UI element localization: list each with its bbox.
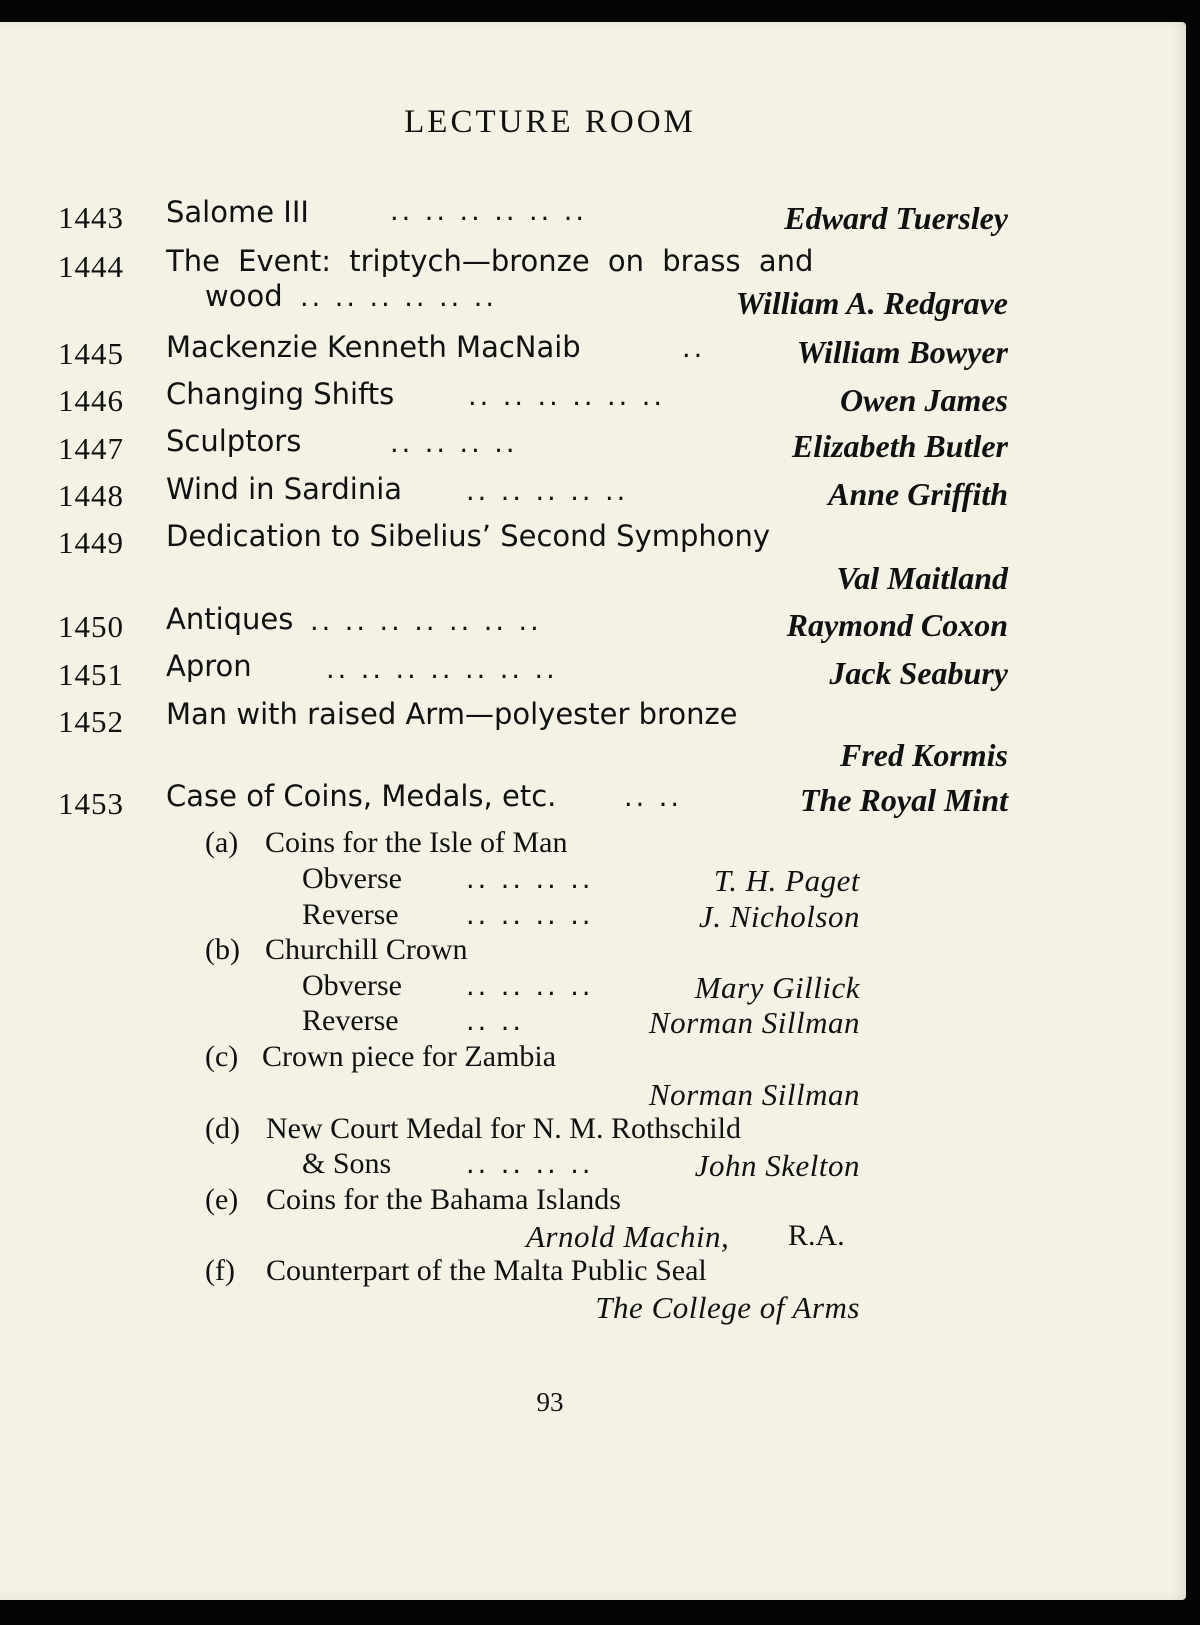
sub-item-text: New Court Medal for N. M. Rothschild: [266, 1112, 741, 1145]
sub-item-label: (b): [205, 933, 240, 966]
coin-artist: J. Nicholson: [699, 899, 860, 934]
coin-artist: Norman Sillman: [648, 1005, 860, 1040]
coin-artist: T. H. Paget: [713, 863, 860, 898]
coin-side-label: Obverse: [302, 969, 402, 1002]
leader-dots: .. ..: [466, 1006, 524, 1037]
catalogue-page: [0, 22, 1186, 1600]
sub-item-text-continued: & Sons: [302, 1147, 392, 1180]
leader-dots: .. .. .. ..: [390, 428, 518, 459]
entry-title: Apron: [166, 649, 252, 683]
entry-artist: William Bowyer: [796, 334, 1008, 370]
leader-dots: .. .. .. .. .. ..: [390, 196, 587, 227]
entry-number: 1446: [58, 383, 124, 418]
leader-dots: .. .. .. .. .. ..: [300, 282, 497, 313]
entry-title: Antiques: [166, 602, 294, 636]
entry-number: 1447: [58, 431, 124, 466]
coin-artist: Arnold Machin,: [526, 1219, 730, 1254]
entry-artist: Anne Griffith: [828, 476, 1008, 512]
leader-dots: .. .. .. ..: [466, 971, 594, 1002]
entry-title: Mackenzie Kenneth MacNaib: [166, 330, 581, 364]
entry-title-continued: wood: [205, 279, 283, 313]
entry-number: 1445: [58, 336, 124, 371]
coin-side-label: Reverse: [302, 898, 399, 931]
entry-title: The Event: triptych—bronze on brass and: [166, 244, 814, 278]
entry-title: Changing Shifts: [166, 377, 395, 411]
entry-artist: Edward Tuersley: [784, 200, 1008, 236]
page-heading: LECTURE ROOM: [404, 104, 696, 140]
entry-number: 1453: [58, 786, 124, 821]
leader-dots: .. .. .. .. ..: [466, 476, 629, 507]
entry-artist: William A. Redgrave: [735, 285, 1008, 321]
entry-artist: The Royal Mint: [799, 782, 1008, 818]
entry-number: 1450: [58, 609, 124, 644]
leader-dots: .. ..: [624, 782, 682, 813]
entry-number: 1452: [58, 704, 124, 739]
entry-artist: Fred Kormis: [839, 737, 1008, 773]
leader-dots: .. .. .. ..: [466, 864, 594, 895]
sub-item-text: Coins for the Bahama Islands: [266, 1183, 621, 1216]
entry-number: 1443: [58, 200, 124, 235]
entry-title: Case of Coins, Medals, etc.: [166, 779, 557, 813]
coin-artist: Norman Sillman: [648, 1077, 860, 1112]
sub-item-text: Crown piece for Zambia: [262, 1040, 557, 1073]
entry-number: 1448: [58, 478, 124, 513]
sub-item-label: (e): [205, 1183, 239, 1216]
entry-number: 1449: [58, 525, 124, 560]
coin-artist: The College of Arms: [595, 1290, 860, 1325]
entry-artist: Raymond Coxon: [786, 607, 1008, 643]
sub-item-text: Churchill Crown: [265, 933, 468, 966]
coin-side-label: Reverse: [302, 1004, 399, 1037]
sub-item-text: Coins for the Isle of Man: [265, 826, 568, 859]
coin-artist: Mary Gillick: [694, 970, 860, 1005]
entry-title: Wind in Sardinia: [166, 472, 403, 506]
leader-dots: .. .. .. ..: [466, 900, 594, 931]
leader-dots: .. .. .. .. .. ..: [468, 381, 665, 412]
artist-suffix: R.A.: [788, 1219, 845, 1252]
sub-item-label: (f): [205, 1254, 235, 1287]
entry-title: Man with raised Arm—polyester bronze: [166, 697, 738, 731]
entry-artist: Jack Seabury: [829, 655, 1008, 691]
entry-artist: Owen James: [840, 382, 1008, 418]
coin-side-label: Obverse: [302, 862, 402, 895]
sub-item-label: (c): [205, 1040, 239, 1073]
entry-number: 1444: [58, 249, 124, 284]
entry-artist: Val Maitland: [836, 560, 1008, 596]
entry-title: Dedication to Sibelius’ Second Symphony: [166, 519, 771, 553]
leader-dots: .. .. .. .. .. .. ..: [310, 606, 542, 637]
entry-title: Salome III: [166, 195, 309, 229]
leader-dots: ..: [682, 333, 706, 364]
sub-item-label: (d): [205, 1112, 240, 1145]
leader-dots: .. .. .. .. .. .. ..: [326, 654, 558, 685]
entry-title: Sculptors: [166, 424, 302, 458]
sub-item-text: Counterpart of the Malta Public Seal: [266, 1254, 707, 1287]
entry-number: 1451: [58, 657, 124, 692]
sub-item-label: (a): [205, 826, 239, 859]
coin-artist: John Skelton: [694, 1148, 860, 1183]
entry-artist: Elizabeth Butler: [791, 428, 1008, 464]
page-number: 93: [536, 1387, 564, 1417]
leader-dots: .. .. .. ..: [466, 1149, 594, 1180]
